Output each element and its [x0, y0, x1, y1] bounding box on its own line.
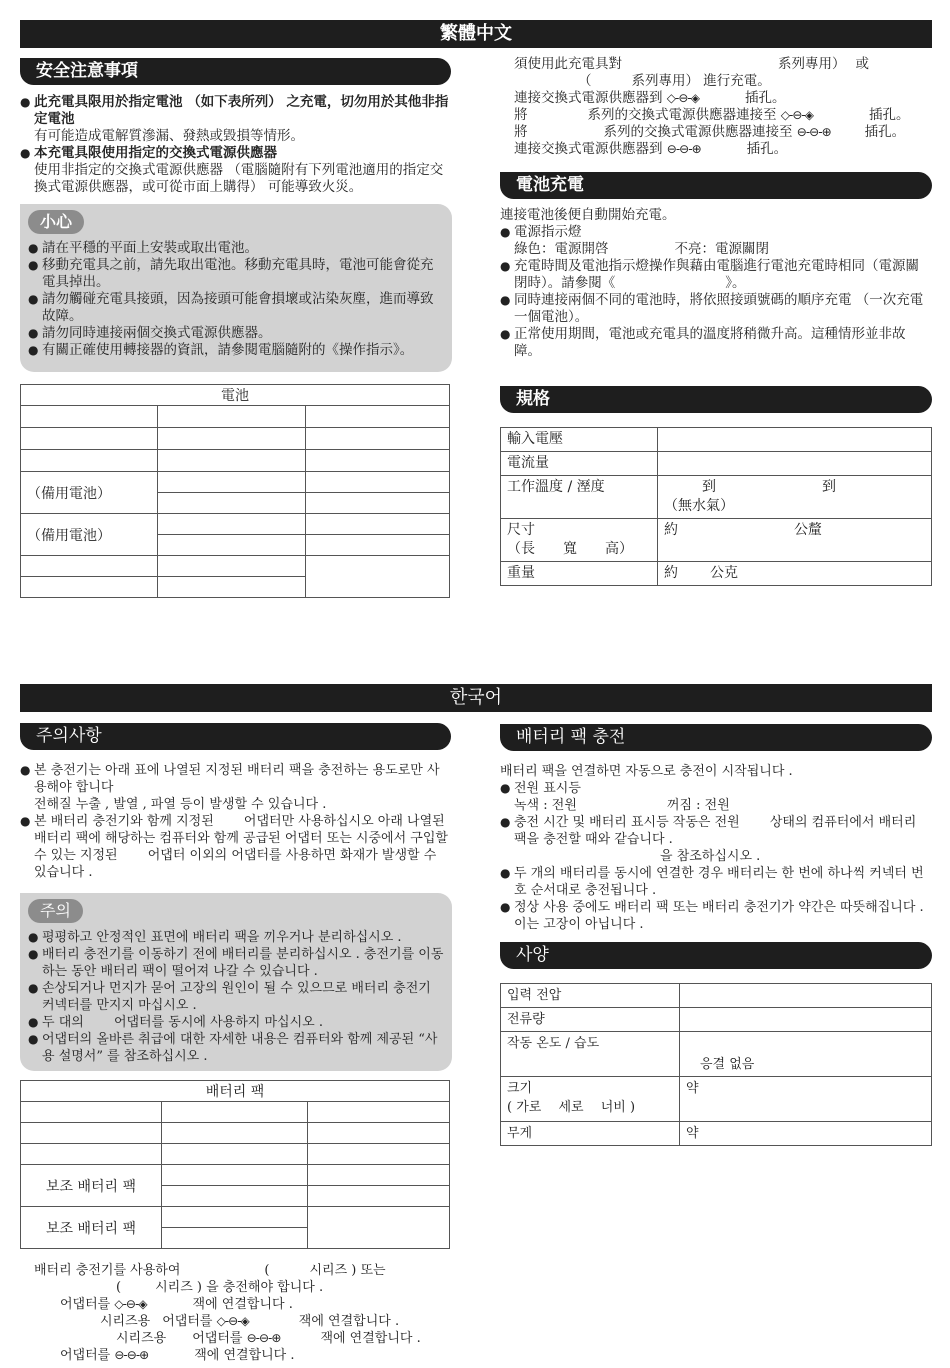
- plug-polarity-icon: ◇-⊖-◈: [114, 1297, 147, 1311]
- zh-spec-label: 尺寸: [507, 522, 535, 538]
- plug-polarity-icon: ⊖-⊖-⊕: [114, 1348, 149, 1362]
- zh-spec-label: 輸入電壓: [501, 428, 658, 452]
- plug-polarity-icon: ⊖-⊖-⊕: [666, 142, 701, 156]
- zh-language-banner: 繁體中文: [20, 20, 932, 48]
- zh-battery-table: [20, 384, 450, 598]
- ko-caution-item: ● 두 대의 어댑터를 동시에 사용하지 마십시오 .: [28, 1014, 446, 1031]
- zh-spec-label: 電流量: [501, 452, 658, 476]
- zh-battery-table-header: 電池: [21, 385, 450, 406]
- ko-charge-bullet: ● 정상 사용 중에도 배터리 팩 또는 배터리 충전기가 약간은 따뜻해집니다 . 이는 고장이 아닙니다 .: [500, 899, 932, 933]
- ko-spec-table: 입력 전압 전류량 작동 온도 / 습도 응결 없음 크기 ( 가로 세로 너비 ) 약 무게 약: [500, 983, 932, 1146]
- plug-polarity-icon: ◇-⊖-◈: [216, 1314, 249, 1328]
- zh-charge-title: 電池充電: [500, 172, 932, 199]
- plug-polarity-icon: ◇-⊖-◈: [666, 91, 699, 105]
- zh-caution-item: ● 請勿觸碰充電具接頭，因為接頭可能會損壞或沾染灰塵，進而導致故障。: [28, 291, 446, 325]
- ko-charge-bullet: ● 전원 표시등: [500, 780, 932, 797]
- ko-caution-item: ● 손상되거나 먼지가 묻어 고장의 원인이 될 수 있으므로 배터리 충전기 커넥터를 만지지 마십시오 .: [28, 980, 446, 1014]
- ko-safety-text: [20, 762, 452, 881]
- ko-safety-title: 주의사항: [20, 723, 451, 750]
- plug-polarity-icon: ◇-⊖-◈: [780, 108, 813, 122]
- zh-right-intro: 須使用此充電具對 系列專用） 或 （ 系列專用） 進行充電。 連接交換式電源供應器到 ◇-⊖-◈ 插孔。 將 系列的交換式電源供應器連接至 ◇-⊖-◈ 插孔。 將 系列的交換式電源供應器連接至 ⊖-⊖-⊕ 插孔。 連接交換式電源供應器到 ⊖-⊖-⊕ 插孔。: [514, 56, 910, 157]
- ko-safety-bullet-1: ● 본 충전기는 아래 표에 나열된 지정된 배터리 팩을 충전하는 용도로만 사용해야 합니다: [20, 762, 452, 796]
- ko-charge-bullet: ● 충전 시간 및 배터리 표시등 작동은 전원 상태의 컴퓨터에서 배터리 팩을 충전할 때와 같습니다 .: [500, 814, 932, 848]
- zh-caution-item: ● 請在平穩的平面上安裝或取出電池。: [28, 240, 446, 257]
- zh-caution-item: ● 有關正確使用轉接器的資訊，請參閱電腦隨附的《操作指示》。: [28, 342, 446, 359]
- ko-spec-title: 사양: [500, 942, 932, 969]
- zh-spare-battery-label: （備用電池）: [21, 472, 158, 514]
- ko-spec-label: 작동 온도 / 습도: [501, 1032, 680, 1077]
- ko-caution-item: ● 배터리 충전기를 이동하기 전에 배터리를 분리하십시오 . 충전기를 이동하는 동안 배터리 팩이 떨어져 나갈 수 있습니다 .: [28, 946, 446, 980]
- ko-charge-title: 배터리 팩 충전: [500, 724, 932, 751]
- zh-spare-battery-label: （備用電池）: [21, 514, 158, 556]
- ko-spare-battery-label: 보조 배터리 팩: [21, 1165, 162, 1207]
- zh-spec-title: 規格: [500, 386, 932, 413]
- zh-safety-title: 安全注意事項: [20, 58, 451, 85]
- ko-bottom-instructions: 배터리 충전기를 사용하여 ( 시리즈 ) 또는 ( 시리즈 ) 을 충전해야 합니다 . 어댑터를 ◇-⊖-◈ 잭에 연결합니다 . 시리즈용 어댑터를 ◇-⊖-◈ 잭에 연결합니다 . 시리즈용 어댑터를 ⊖-⊖-⊕ 잭에 연결합니다 . 어댑터를 ⊖-⊖-⊕ 잭에 연결합니다 .: [34, 1263, 421, 1363]
- zh-caution-box: [20, 204, 452, 372]
- ko-charge-bullet: ● 두 개의 배터리를 동시에 연결한 경우 배터리는 한 번에 하나씩 커넥터 번호 순서대로 충전됩니다 .: [500, 865, 932, 899]
- zh-charge-bullet: ● 充電時間及電池指示燈操作與藉由電腦進行電池充電時相同（電源關閉時）。請參閱《 》。: [500, 258, 932, 292]
- zh-safety-bullet-2-detail: 使用非指定的交換式電源供應器 （電腦隨附有下列電池適用的指定交換式電源供應器，或可從市面上購得） 可能導致火災。: [34, 162, 444, 195]
- ko-safety-bullet-2: ● 본 배터리 충전기와 함께 지정된 어댑터만 사용하십시오 아래 나열된 배터리 팩에 해당하는 컴퓨터와 함께 공급된 어댑터 또는 시중에서 구입할 수 있는 지정된 어댑터 이외의 어댑터를 사용하면 화재가 발생할 수 있습니다 .: [20, 813, 452, 881]
- ko-spec-label: 크기: [507, 1081, 533, 1096]
- ko-spare-battery-label: 보조 배터리 팩: [21, 1207, 162, 1249]
- zh-caution-tag: 小心: [28, 210, 84, 234]
- ko-charge-text: 배터리 팩을 연결하면 자동으로 충전이 시작됩니다 . ● 전원 표시등 녹색 : 전원 꺼짐 : 전원 ● 충전 시간 및 배터리 표시등 작동은 전원 상태의 컴퓨터에서 배터리 팩을 충전할 때와 같습니다 . 을 참조하십시오 . ● 두 개의 배터리를 동시에 연결한 경우 배터리는 한 번에 하나씩 커넥터 번호 순서대로 충전됩니다 . ● 정상 사용 중에도 배터리 팩 또는 배터리 충전기가 약간은 따뜻해집니다 . 이는 고장이 아닙니다 .: [500, 763, 932, 933]
- zh-charge-text: 連接電池後便自動開始充電。 ● 電源指示燈 綠色：電源開啓 不亮：電源關閉 ● 充電時間及電池指示燈操作與藉由電腦進行電池充電時相同（電源關閉時）。請參閱《 》。 ● 同時連接兩個不同的電池時，將依照接頭號碼的順序充電 （一次充電一個電池）。 ● 正常使用期間，電池或充電具的溫度將稍微升高。這種情形並非故障。: [500, 207, 932, 360]
- zh-caution-item: ● 移動充電具之前，請先取出電池。移動充電具時，電池可能會從充電具掉出。: [28, 257, 446, 291]
- zh-charge-bullet: ● 電源指示燈: [500, 224, 932, 241]
- zh-spec-table: 輸入電壓 電流量 工作溫度 / 溼度 到 到 （無水氣） 尺寸 （長 寬 高） 約 公釐 重量 約 公克: [500, 427, 932, 586]
- ko-spec-label: 입력 전압: [501, 984, 680, 1008]
- ko-caution-box: [20, 893, 452, 1071]
- zh-safety-bullet-1-detail: 有可能造成電解質滲漏、發熱或毀損等情形。: [34, 128, 304, 144]
- zh-safety-bullet-1: ● 此充電具限用於指定電池 （如下表所列） 之充電，切勿用於其他非指定電池: [20, 94, 452, 128]
- ko-battery-table: [20, 1080, 450, 1249]
- ko-spec-label: 전류량: [501, 1008, 680, 1032]
- ko-caution-item: ● 평평하고 안정적인 표면에 배터리 팩을 끼우거나 분리하십시오 .: [28, 929, 446, 946]
- ko-caution-list: [28, 929, 446, 1065]
- ko-caution-item: ● 어댑터의 올바른 취급에 대한 자세한 내용은 컴퓨터와 함께 제공된 “사용 설명서” 를 참조하십시오 .: [28, 1031, 446, 1065]
- zh-spec-label: 工作溫度 / 溼度: [501, 476, 658, 519]
- zh-safety-text: [20, 94, 452, 196]
- ko-battery-table-header: 배터리 팩: [21, 1081, 450, 1102]
- zh-charge-bullet: ● 正常使用期間，電池或充電具的溫度將稍微升高。這種情形並非故障。: [500, 326, 932, 360]
- plug-polarity-icon: ⊖-⊖-⊕: [246, 1331, 281, 1345]
- zh-caution-item: ● 請勿同時連接兩個交換式電源供應器。: [28, 325, 446, 342]
- plug-polarity-icon: ⊖-⊖-⊕: [796, 125, 831, 139]
- ko-caution-tag: 주의: [28, 899, 83, 923]
- zh-charge-bullet: ● 同時連接兩個不同的電池時，將依照接頭號碼的順序充電 （一次充電一個電池）。: [500, 292, 932, 326]
- ko-safety-bullet-1-detail: 전해질 누출 , 발열 , 파열 등이 발생할 수 있습니다 .: [34, 797, 327, 812]
- zh-safety-bullet-2: ● 本充電具限使用指定的交換式電源供應器: [20, 145, 452, 162]
- ko-language-banner: 한국어: [20, 684, 932, 712]
- zh-spec-label: 重量: [501, 562, 658, 586]
- zh-caution-list: [28, 240, 446, 359]
- zh-charge-intro: 連接電池後便自動開始充電。: [500, 207, 676, 223]
- ko-spec-label: 무게: [501, 1122, 680, 1146]
- ko-charge-intro: 배터리 팩을 연결하면 자동으로 충전이 시작됩니다 .: [500, 764, 793, 779]
